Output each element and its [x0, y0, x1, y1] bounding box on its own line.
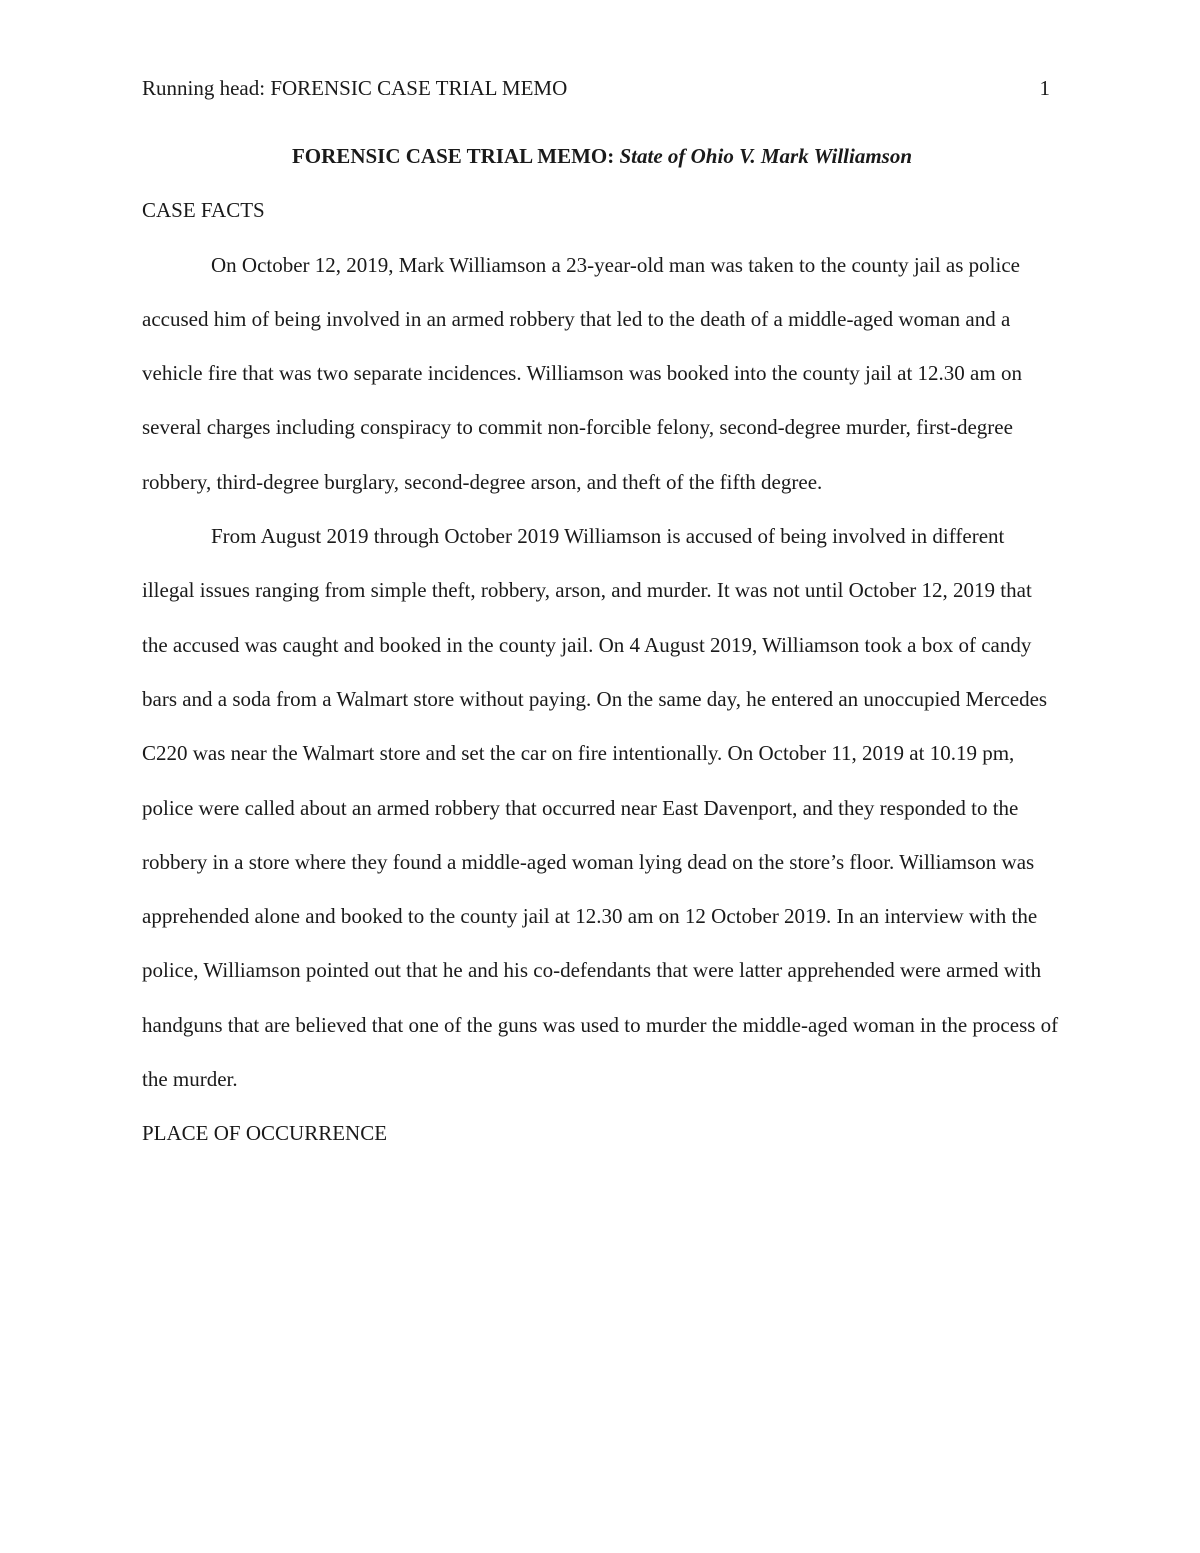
page-header: [142, 74, 1050, 102]
document-title: [142, 129, 1062, 183]
document-body: [142, 129, 1062, 1161]
title-case-name: State of Ohio V. Mark Williamson: [619, 144, 913, 168]
case-facts-heading: CASE FACTS: [142, 198, 265, 223]
page-number: 1: [1039, 76, 1050, 100]
title-prefix: FORENSIC CASE TRIAL MEMO:: [291, 144, 620, 168]
place-of-occurrence-heading: PLACE OF OCCURRENCE: [142, 1121, 388, 1146]
case-facts-paragraph-1: On October 12, 2019, Mark Williamson a 23-year-old man was taken to the county jail as police accused him of being involved in an armed robbery that led to the death of a middle-aged woman and a vehicle fire that was two separate incidences. Williamson was booked into the county jail at 12.30 am on several charges including conspiracy to commit non-forcible felony, second-degree murder, first-degree robbery, third-degree burglary, second-degree arson, and theft of the fifth degree.: [142, 252, 1022, 494]
case-facts-paragraph-2: From August 2019 through October 2019 Williamson is accused of being involved in different illegal issues ranging from simple theft, robbery, arson, and murder. It was not until October 12, 2019 that the accused was caught and booked in the county jail. On 4 August 2019, Williamson took a box of candy bars and a soda from a Walmart store without paying. On the same day, he entered an unoccupied Mercedes C220 was near the Walmart store and set the car on fire intentionally. On October 11, 2019 at 10.19 pm, police were called about an armed robbery that occurred near East Davenport, and they responded to the robbery in a store where they found a middle-aged woman lying dead on the store’s floor. Williamson was apprehended alone and booked to the county jail at 12.30 am on 12 October 2019. In an interview with the police, Williamson pointed out that he and his co-defendants that were latter apprehended were armed with handguns that are believed that one of the guns was used to murder the middle-aged woman in the process of the murder.: [142, 524, 1059, 1092]
running-head: Running head: FORENSIC CASE TRIAL MEMO: [142, 76, 568, 100]
